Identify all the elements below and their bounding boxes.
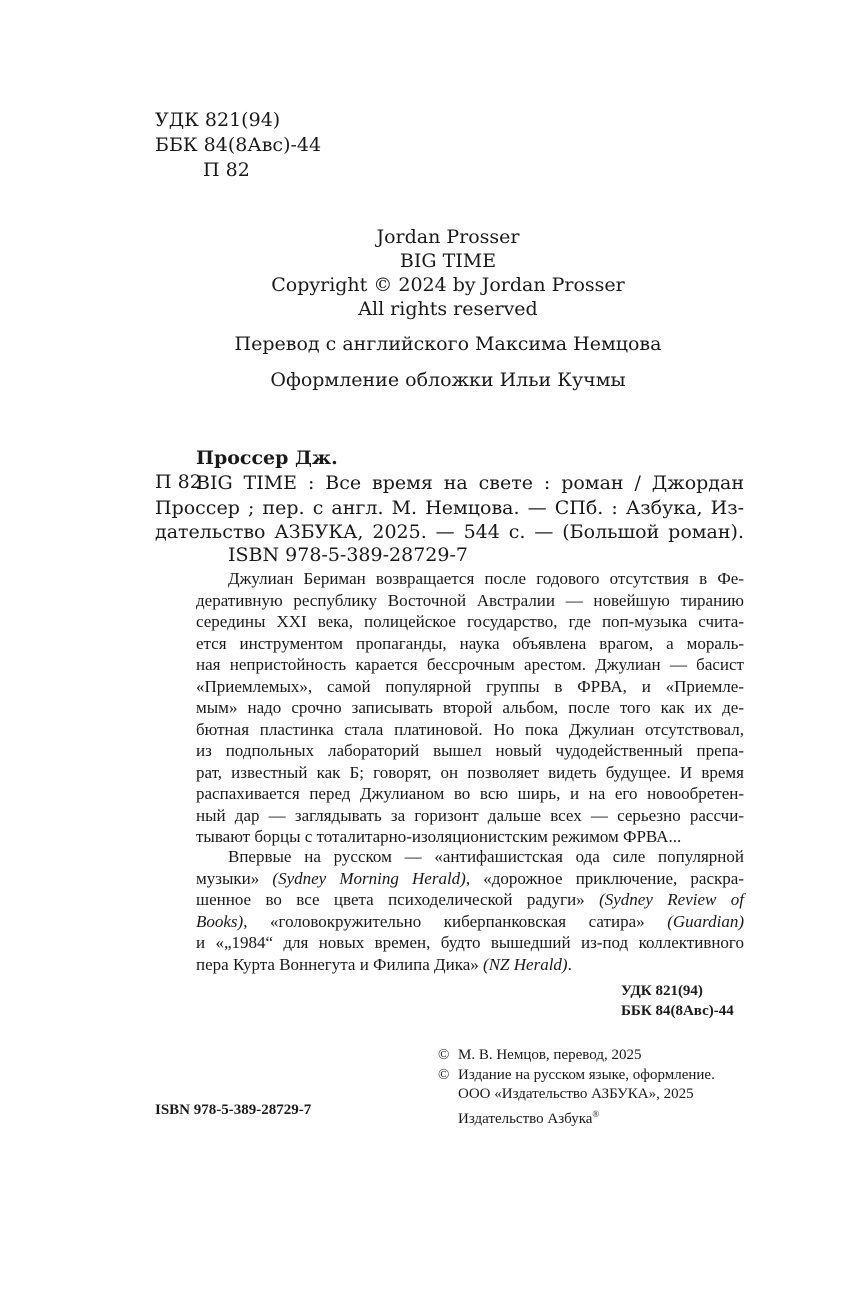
copyright-notices <box>438 1046 715 1129</box>
annotation-line: мым» надо срочно записывать второй альбом, после того как их де- <box>196 698 744 717</box>
annotation-paragraph-2 <box>196 846 744 975</box>
annotation-line: «Приемлемых», самой популярной группы в ФРВА, и «Приемле- <box>196 676 744 696</box>
annotation-line: ется инструментом пропаганды, наука объявлена врагом, а мораль- <box>196 633 744 653</box>
annotation-line: распахивается перед Джулианом во всю ширь, и на его новообретен- <box>196 784 744 803</box>
rights-statement: All rights reserved <box>358 298 538 320</box>
annotation-line <box>196 911 744 933</box>
source-name: (Guardian) <box>667 911 744 931</box>
copyright-line: © Издание на русском языке, оформление. <box>438 1066 715 1086</box>
quote-text: , «дорожное приключение, раскра- <box>465 868 744 888</box>
udk-code: УДК 821(94) <box>155 109 281 131</box>
entry-isbn: ISBN 978-5-389-28729-7 <box>228 544 468 566</box>
annotation-line <box>196 889 744 911</box>
copyright-line: © М. В. Немцов, перевод, 2025 <box>438 1046 715 1066</box>
annotation-line: рат, известный как Б; говорят, он позволяет видеть будущее. И время <box>196 762 744 782</box>
original-author: Jordan Prosser <box>376 226 520 248</box>
annotation-line <box>196 868 744 890</box>
quote-text: , «головокружительно киберпанковская сатира» <box>243 911 668 931</box>
source-name: Books) <box>196 911 244 931</box>
annotation-line: и «„1984“ для новых времен, будто вышедший из-под коллективного <box>196 933 744 952</box>
annotation-line: бютная пластинка стала платиновой. Но пока Джулиан отсутствовал, <box>196 719 744 739</box>
copyright-line: Издательство Азбука® <box>458 1108 600 1127</box>
author-mark: П 82 <box>203 159 250 181</box>
original-title: BIG TIME <box>399 250 497 272</box>
source-name: (NZ Herald) <box>483 954 568 974</box>
entry-heading: Проссер Дж. <box>196 447 338 469</box>
annotation-line: середины XXI века, полицейское государство, где поп-музыка счита- <box>196 612 744 631</box>
quote-text: пера Курта Воннегута и Филипа Дика» <box>196 954 484 974</box>
annotation-line: ный дар — заглядывать за горизонт дальше всех — серьезно рассчи- <box>196 805 744 825</box>
bottom-isbn: ISBN 978-5-389-28729-7 <box>155 1102 312 1118</box>
bib-line: Проссер ; пер. с англ. М. Немцова. — СПб. : Азбука, Из- <box>155 496 744 519</box>
annotation-line <box>196 954 744 976</box>
annotation-line: ная непристойность карается бессрочным арестом. Джулиан — басист <box>196 655 744 674</box>
annotation-line: Джулиан Бериман возвращается после годового отсутствия в Фе- <box>228 569 744 588</box>
source-name: (Sydney Review of <box>599 890 744 909</box>
copyright-line: ООО «Издательство АЗБУКА», 2025 <box>458 1086 694 1102</box>
classification-codes <box>155 108 321 183</box>
footer-udk: УДК 821(94) <box>621 983 703 999</box>
footer-bbk: ББК 84(8Авс)-44 <box>621 1003 734 1019</box>
copyright-symbol: © <box>438 1047 450 1063</box>
original-edition-info <box>0 225 856 321</box>
quote-text: шенное во все цвета психоделической радуги» <box>196 890 600 909</box>
annotation-line: деративную республику Восточной Австралии — новейшую тиранию <box>196 590 744 610</box>
entry-code: П 82 <box>155 471 202 493</box>
annotation-line: из подпольных лабораторий вышел новый чудодейственный препа- <box>196 741 744 760</box>
original-copyright: Copyright © 2024 by Jordan Prosser <box>271 274 625 296</box>
annotation-line: тывают борцы с тоталитарно-изоляционистским режимом ФРВА... <box>196 827 682 846</box>
quote-text: . <box>567 954 572 974</box>
annotation-paragraph-1 <box>196 568 744 848</box>
translation-credit: Перевод с английского Максима Немцова <box>234 333 662 355</box>
quote-text: музыки» <box>196 868 273 888</box>
bib-line: дательство АЗБУКА, 2025. — 544 с. — (Большой роман). <box>155 521 744 543</box>
registered-mark: ® <box>592 1108 600 1119</box>
copyright-symbol: © <box>438 1066 450 1083</box>
annotation-line: Впервые на русском — «антифашистская ода силе популярной <box>228 847 744 866</box>
source-name: (Sydney Morning Herald) <box>272 868 466 888</box>
footer-classification-codes <box>621 981 734 1021</box>
bbk-code: ББК 84(8Авс)-44 <box>155 134 322 156</box>
cover-credit: Оформление обложки Ильи Кучмы <box>270 369 626 391</box>
bib-line: BIG TIME : Все время на свете : роман / Джордан <box>196 472 744 494</box>
